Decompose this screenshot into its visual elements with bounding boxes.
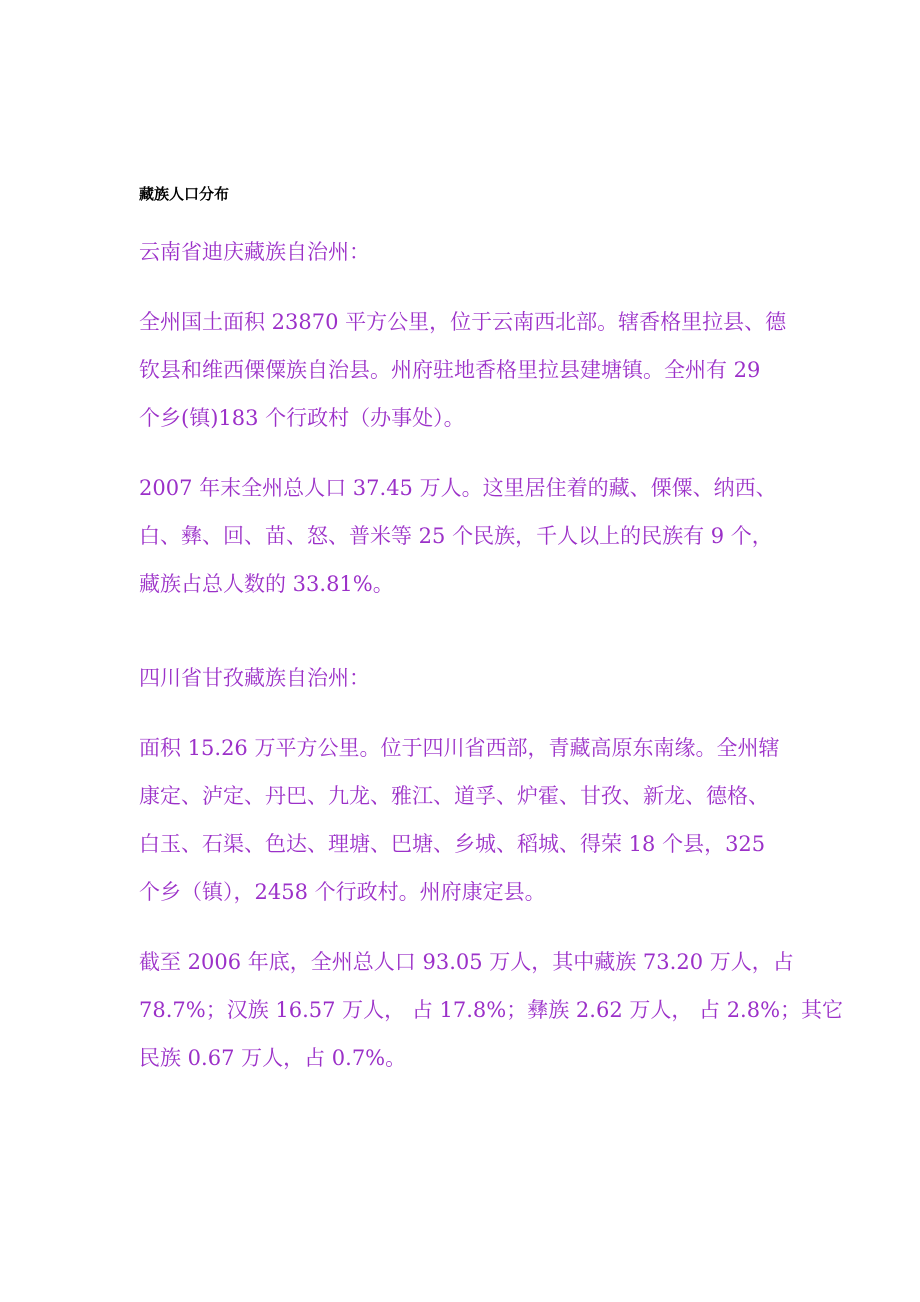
paragraph-line: 全州国土面积 23870 平方公里，位于云南西北部。辖香格里拉县、德	[139, 310, 787, 334]
paragraph-line: 康定、泸定、丹巴、九龙、雅江、道孚、炉霍、甘孜、新龙、德格、	[139, 784, 769, 808]
paragraph-line: 藏族占总人数的 33.81%。	[139, 572, 394, 596]
section-heading-ganzi: 四川省甘孜藏族自治州：	[139, 666, 370, 690]
paragraph-line: 截至 2006 年底，全州总人口 93.05 万人，其中藏族 73.20 万人，占	[139, 950, 794, 974]
paragraph-line: 78.7%；汉族 16.57 万人， 占 17.8%；彝族 2.62 万人， 占 2.8%；其它	[139, 998, 844, 1022]
paragraph-line: 民族 0.67 万人，占 0.7%。	[139, 1046, 407, 1070]
paragraph-line: 2007 年末全州总人口 37.45 万人。这里居住着的藏、傈僳、纳西、	[139, 476, 777, 500]
document-title: 藏族人口分布	[139, 185, 230, 203]
paragraph-line: 钦县和维西傈僳族自治县。州府驻地香格里拉县建塘镇。全州有 29	[139, 358, 761, 382]
section-heading-diqing: 云南省迪庆藏族自治州：	[139, 240, 370, 264]
paragraph-line: 白玉、石渠、色达、理塘、巴塘、乡城、稻城、得荣 18 个县，325	[139, 832, 766, 856]
paragraph-line: 个乡(镇)183 个行政村（办事处）。	[139, 406, 465, 430]
paragraph-line: 面积 15.26 万平方公里。位于四川省西部，青藏高原东南缘。全州辖	[139, 736, 780, 760]
paragraph-line: 白、彝、回、苗、怒、普米等 25 个民族，千人以上的民族有 9 个，	[139, 524, 773, 548]
paragraph-line: 个乡（镇），2458 个行政村。州府康定县。	[139, 880, 546, 904]
